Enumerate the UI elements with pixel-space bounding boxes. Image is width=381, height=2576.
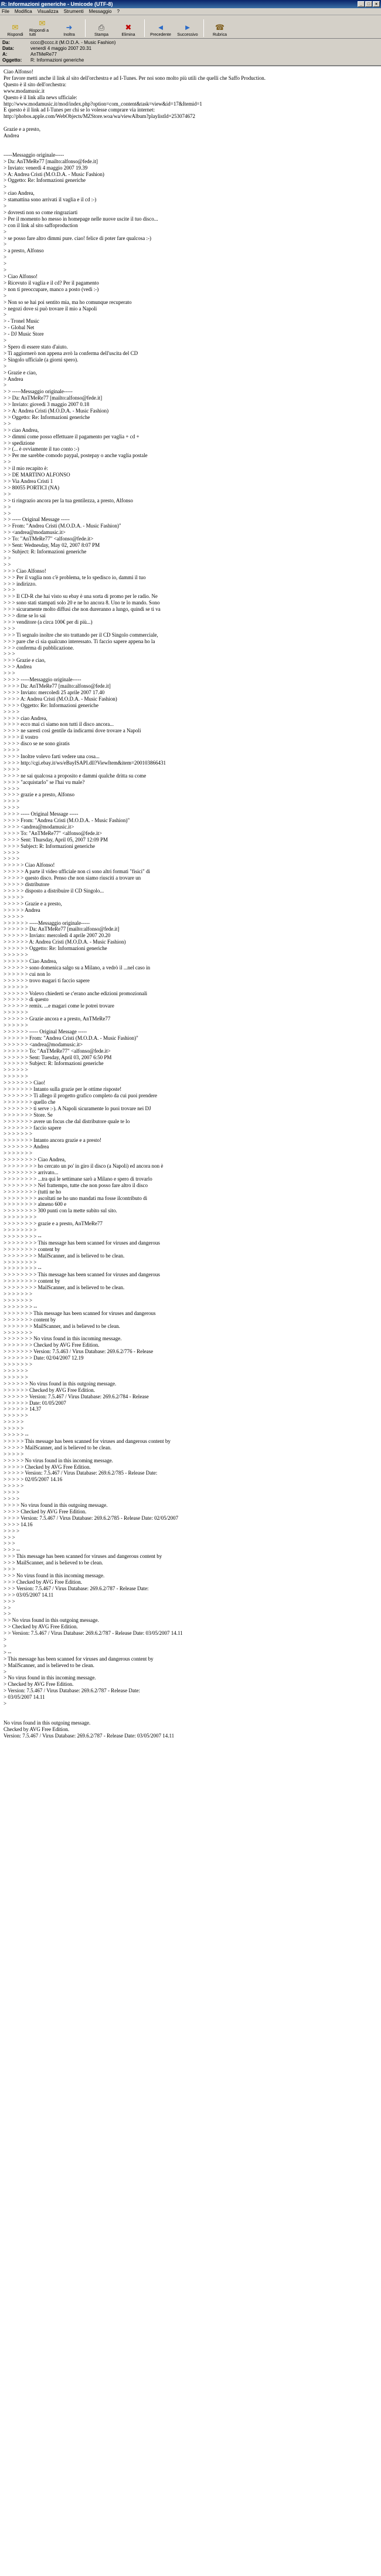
reply-all-label: Rispondi a tutti <box>29 29 49 37</box>
reply-icon: ✉ <box>12 22 19 32</box>
forward-icon: ➜ <box>66 22 73 32</box>
address-book-label: Rubrica <box>212 33 227 37</box>
message-body[interactable]: Ciao Alfonso! Per favore metti anche il link al sito dell'orchestra e ad I-Tunes. Per noi sono molto più utili che quelli che Saffo Production. Questo è il sito dell'orchestra: www.modamusic.it Questo è il link alla news ufficiale: http://www.modamusic.it/mod/index.php?option=com_content&task=view&id=17&Itemid=1 E questo è il link ad I-Tunes per chi se lo volesse comprare via internet: http://phobos.apple.com/WebObjects/MZStore.woa/wa/viewAlbum?playlistId=253074672 Grazie e a presto, Andrea -----Messaggio originale----- > Da: AnTMeRe77 [mailto:alfonso@fede.it] > Inviato: venerdì 4 maggio 2007 19.39 > A: Andrea Cristi (M.O.D.A. - Music Fashion) > Oggetto: Re: Informazioni generiche > > ciao Andrea, > stamattina sono arrivati il vaglia e il cd :-) > > dovresti non so come ringraziarti > Per il momento ho messo in homepage nelle nuove uscite il tuo disco... > con il link al sito saffoproduction > > se posso fare altro dimmi pure. ciao! felice di poter fare qualcosa :-) > > a presto, Alfonso > > > > Ciao Alfonso! > Ricevuto il vaglia e il cd? Per il pagamento > non ti preoccupare, manco a posto (vedi :-) > > Non so se hai poi sentito mia, ma ho comunque recuperato > negozi dove si può trovare il mio a Napoli > > - Tronel Music > - Global Net > - DJ Music Store > > Spero di essere stato d'aiuto. > Ti aggiornerò non appena avrò la conferma dell'uscita del CD > Singolo ufficiale (a giorni spero). > > Grazie e ciao, > Andrea > > > -----Messaggio originale----- > > Da: AnTMeRe77 [mailto:alfonso@fede.it] > > Inviato: giovedì 3 maggio 2007 0.18 > > A: Andrea Cristi (M.O.D.A. - Music Fashion) > > Oggetto: Re: Informazioni generiche > > > > ciao Andrea, > > dimmi come posso effettuare il pagamento per vaglia + cd + > > spedizione > > (... è ovviamente il tuo conto :-) > > Per me sarebbe comodo paypal, postepay o anche vaglia postale > > > > il mio recapito è: > > DE MARTINO ALFONSO > > Via Andrea Cristi 1 > > 80055 PORTICI (NA) > > > > ti ringrazio ancora per la tua gentilezza, a presto, Alfonso > > > > > > ----- Original Message ----- > > From: "Andrea Cristi (M.O.D.A. - Music Fashion)" > > <andrea@modamusic.it> > > To: "AnTMeRe77" <alfonso@fede.it> > > Sent: Wednesday, May 02, 2007 8:07 PM > > Subject: R: Informazioni generiche > > > > > > > Ciao Alfonso! > > > Per il vaglia non c'è problema, te lo spedisco io, dammi il tuo > > > indirizzo. > > > > > > Il CD-R che hai visto su ebay è una sorta di promo per le radio. Ne > > > sono stati stampati solo 20 e ne ho ancora 8. Uno te lo mando. Sono > > > sicuramente molto diffusi che non dureranno a lungo, quindi se ti va > > > dirne se lo sai > > > venditore (a circa 100€ per di più...) > > > > > > Ti segnalo inoltre che sto trattando per il CD Singolo commerciale, > > > pare che ci sia qualcuno interessato. Ti faccio sapere appena ho la > > > conferma di pubblicazione. > > > > > > Grazie e ciao, > > > Andrea > > > > > > > -----Messaggio originale----- > > > > Da: AnTMeRe77 [mailto:alfonso@fede.it] > > > > Inviato: mercoledì 25 aprile 2007 17.40 > > > > A: Andrea Cristi (M.O.D.A. - Music Fashion) > > > > Oggetto: Re: Informazioni generiche > > > > > > > > ciao Andrea, > > > > ecco mai ci siamo non tutti il disco ancora... > > > > ne saresti così gentile da indicarmi dove trovare a Napoli > > > > il vostro > > > > disco se ne sono giratis > > > > > > > > Inoltre volevo farti vedere una cosa... > > > > http://cgi.ebay.it/ws/eBayISAPI.dll?ViewItem&item=200103866431 > > > > > > > > ne sai qualcosa a proposito e dammi qualche dritta su come > > > > "acquistarlo" se l'hai vu male? > > > > > > > > grazie e a presto, Alfonso > > > > > > > > > > > > ----- Original Message ----- > > > > From: "Andrea Cristi (M.O.D.A. - Music Fashion)" > > > > <andrea@modamusic.it> > > > > To: "AnTMeRe77" <alfonso@fede.it> > > > > Sent: Thursday, April 05, 2007 12:09 PM > > > > Subject: R: Informazioni generiche > > > > > > > > > > > > > Ciao Alfonso! > > > > > A parte il video ufficiale non ci sono altri formati "fisici" di > > > > > questo disco. Penso che non siamo riusciti a trovare un > > > > > distributore > > > > > disposto a distribuire il CD Singolo... > > > > > > > > > > Grazie e a presto, > > > > > Andrea > > > > > > > > > > > -----Messaggio originale----- > > > > > > Da: AnTMeRe77 [mailto:alfonso@fede.it] > > > > > > Inviato: mercoledì 4 aprile 2007 20.20 > > > > > > A: Andrea Cristi (M.O.D.A. - Music Fashion) > > > > > > Oggetto: Re: Informazioni generiche > > > > > > > > > > > > Ciao Andrea, > > > > > > sono domenica salgo su a Milano, a vedrò il ...nel caso in > > > > > > cui non lo > > > > > > trovo magari ti faccio sapere > > > > > > > > > > > > Volevo chiederti se c'erano anche edizioni promozionali > > > > > > di questo > > > > > > remix. ...e magari come le potrei trovare > > > > > > > > > > > > Grazie ancora e a presto, AnTMeRe77 > > > > > > > > > > > > ----- Original Message ----- > > > > > > From: "Andrea Cristi (M.O.D.A. - Music Fashion)" > > > > > > <andrea@modamusic.it> > > > > > > To: "AnTMeRe77" <alfonso@fede.it> > > > > > > Sent: Tuesday, April 03, 2007 6:50 PM > > > > > > Subject: R: Informazioni generiche > > > > > > > > > > > > > > > > > > > Ciao! > > > > > > > Intanto sulla grazie per le ottime risposte! > > > > > > > Ti allego il progetto grafico completo da cui puoi prendere > > > > > > > quello che > > > > > > > ti serve :-). A Napoli sicuramente lo puoi trovare nei DJ > > > > > > > Store. Se > > > > > > > avere un focus che dal distributore quale te lo > > > > > > > faccio sapere > > > > > > > > > > > > > > Intanto ancora grazie e a presto! > > > > > > > Andrea > > > > > > > > > > > > > > > Ciao Andrea, > > > > > > > > ho cercato un po' in giro il disco (a Napoli) ed ancora non è > > > > > > > > arrivato... > > > > > > > > ...tra qui le settimane sarò a Milano e spero di trovarlo > > > > > > > > Nel frattempo, tutte che non posso fare altro il disco > > > > > > > > (tutti ne ho > > > > > > > > ascoltati ne ho uno mandati ma fosse ilcontributo di > > > > > > > > almeno 600 e > > > > > > > > 300 punti con la mette subito sul sito. > > > > > > > > > > > > > > > > grazie e a presto, AnTMeRe77 > > > > > > > > > > > > > > > > -- > > > > > > > > This message has been scanned for viruses and dangerous > > > > > > > > content by > > > > > > > > MailScanner, and is believed to be clean. > > > > > > > > > > > > > > > > -- > > > > > > > > This message has been scanned for viruses and dangerous > > > > > > > > content by > > > > > > > > MailScanner, and is believed to be clean. > > > > > > > > > > > > > > > > > > > > > -- > > > > > > > This message has been scanned for viruses and dangerous > > > > > > > content by > > > > > > > MailScanner, and is believed to be clean. > > > > > > > > > > > > > > No virus found in this incoming message. > > > > > > > Checked by AVG Free Edition. > > > > > > > Version: 7.5.463 / Virus Database: 269.6.2/776 - Release > > > > > > > Date: 02/04/2007 12.19 > > > > > > > > > > > > > > > > > > > > > > > > > No virus found in this outgoing message. > > > > > > Checked by AVG Free Edition. > > > > > > Version: 7.5.467 / Virus Database: 269.6.2/784 - Release > > > > > > Date: 01/05/2007 > > > > > > 14.37 > > > > > > > > > > > > > > > > > > > > > -- > > > > > This message has been scanned for viruses and dangerous content by > > > > > MailScanner, and is believed to be clean. > > > > > > > > > > No virus found in this incoming message. > > > > > Checked by AVG Free Edition. > > > > > Version: 7.5.467 / Virus Database: 269.6.2/785 - Release Date: > > > > > 02/05/2007 14.16 > > > > > > > > > > > > > > > > > No virus found in this outgoing message. > > > > Checked by AVG Free Edition. > > > > Version: 7.5.467 / Virus Database: 269.6.2/785 - Release Date: 02/05/2007 > > > > 14.16 > > > > > > > > > > > > > -- > > > This message has been scanned for viruses and dangerous content by > > > MailScanner, and is believed to be clean. > > > > > > No virus found in this incoming message. > > > Checked by AVG Free Edition. > > > Version: 7.5.467 / Virus Database: 269.6.2/787 - Release Date: > > > 03/05/2007 14.11 > > > > > > > > > No virus found in this outgoing message. > > Checked by AVG Free Edition. > > Version: 7.5.467 / Virus Database: 269.6.2/787 - Release Date: 03/05/2007 14.11 > > > -- > This message has been scanned for viruses and dangerous content by > MailScanner, and is believed to be clean. > > No virus found in this incoming message. > Checked by AVG Free Edition. > Version: 7.5.467 / Virus Database: 269.6.2/787 - Release Date: > 03/05/2007 14.11 > No virus found in this outgoing message. Checked by AVG Free Edition. Version: 7.5.467 / Virus Database: 269.6.2/787 - Release Date: 03/05/2007 14.11 <box>4 69 266 1739</box>
previous-button[interactable] <box>148 17 174 37</box>
date-label: Data: <box>2 46 15 51</box>
toolbar-separator <box>144 19 145 37</box>
to-value[interactable]: AnTMeRe77 <box>30 52 57 57</box>
menu-file[interactable]: File <box>2 9 9 14</box>
menu-edit[interactable]: Modifica <box>14 9 32 14</box>
address-book-button[interactable] <box>207 17 233 37</box>
to-label: A: <box>2 52 8 57</box>
header-to <box>2 52 379 58</box>
toolbar-separator <box>203 19 204 37</box>
header-from <box>2 40 379 46</box>
subject-value: R: Informazioni generiche <box>30 58 84 63</box>
toolbar <box>0 15 381 39</box>
delete-button[interactable] <box>115 17 141 37</box>
date-value: venerdì 4 maggio 2007 20.31 <box>30 46 92 51</box>
reply-all-icon: ✉ <box>39 18 46 28</box>
menu-bar <box>0 8 381 15</box>
from-label: Da: <box>2 40 10 45</box>
subject-label: Oggetto: <box>2 58 22 63</box>
window-titlebar <box>0 0 381 8</box>
previous-label: Precedente <box>150 33 171 37</box>
forward-label: Inoltra <box>63 33 75 37</box>
close-button[interactable]: × <box>373 1 380 7</box>
window-title: R: Informazioni generiche - Umicode (UTF-8) <box>1 1 113 7</box>
delete-label: Elimina <box>121 33 135 37</box>
message-headers <box>0 39 381 66</box>
print-icon: ⎙ <box>98 22 105 32</box>
previous-icon: ◄ <box>157 22 165 32</box>
forward-button[interactable] <box>56 17 82 37</box>
delete-icon: ✖ <box>125 22 132 32</box>
header-date <box>2 46 379 52</box>
next-button[interactable] <box>175 17 200 37</box>
menu-view[interactable]: Visualizza <box>37 9 59 14</box>
maximize-button[interactable]: □ <box>365 1 372 7</box>
menu-help[interactable]: ? <box>117 9 120 14</box>
reply-all-button[interactable] <box>29 17 55 37</box>
minimize-button[interactable]: _ <box>358 1 365 7</box>
from-value[interactable]: cccc@cccc.it (M.O.D.A. - Music Fashion) <box>30 40 116 45</box>
reply-button[interactable] <box>2 17 28 37</box>
menu-tools[interactable]: Strumenti <box>63 9 84 14</box>
address-book-icon: ☎ <box>215 22 225 32</box>
reply-label: Rispondi <box>7 33 23 37</box>
next-icon: ► <box>183 22 192 32</box>
menu-message[interactable]: Messaggio <box>89 9 112 14</box>
next-label: Successivo <box>177 33 198 37</box>
print-label: Stampa <box>94 33 109 37</box>
toolbar-separator <box>85 19 86 37</box>
header-subject <box>2 58 379 63</box>
print-button[interactable] <box>89 17 114 37</box>
